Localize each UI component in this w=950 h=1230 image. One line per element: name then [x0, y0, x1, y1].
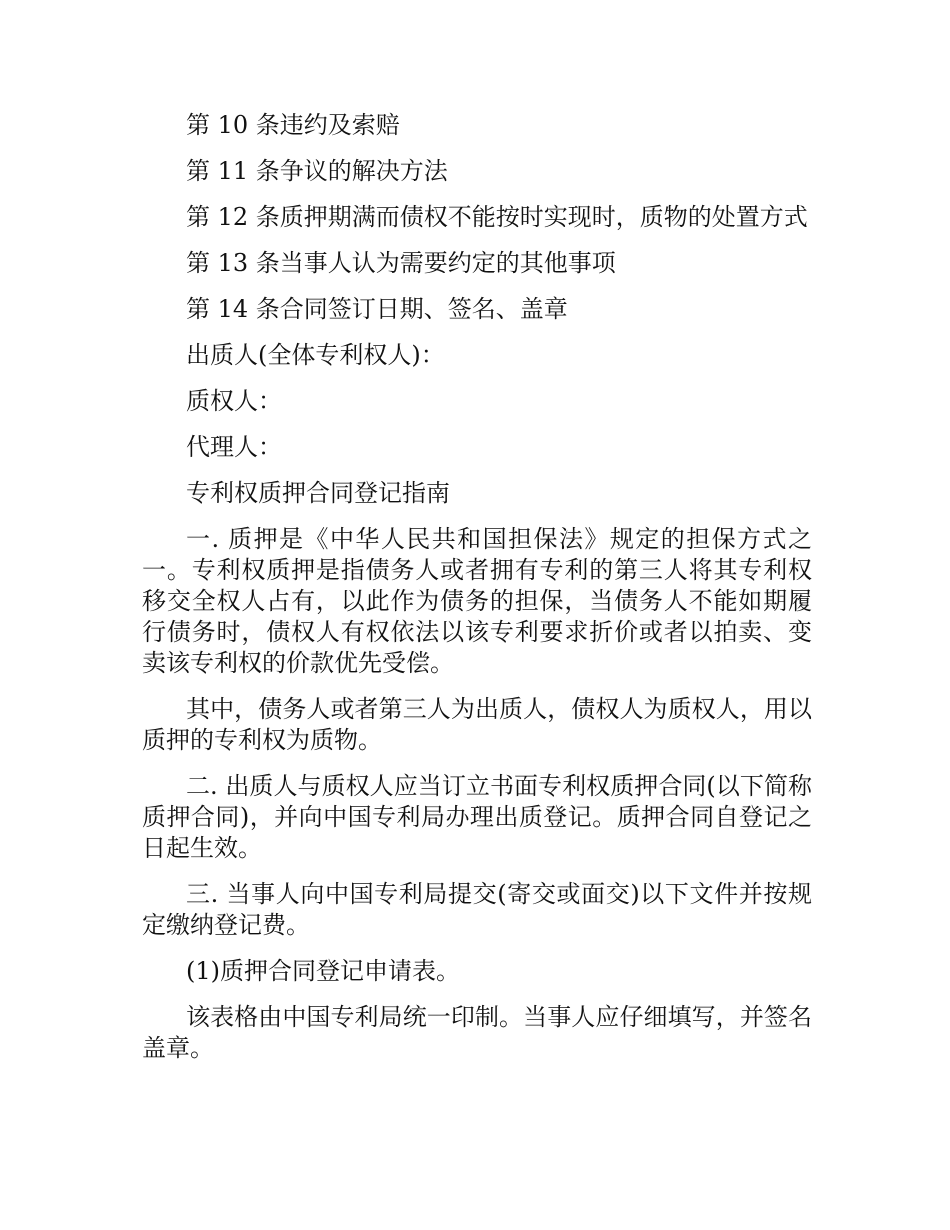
clause-10: 第 10 条违约及索赔: [186, 111, 400, 139]
guide-item-1-note: 该表格由中国专利局统一印制。当事人应仔细填写，并签名盖章。: [142, 1003, 812, 1062]
guide-item-1: (1)质押合同登记申请表。: [186, 957, 460, 985]
guide-section-2: 二. 出质人与质权人应当订立书面专利权质押合同(以下简称质押合同)，并向中国专利局办理出质登记。质押合同自登记之日起生效。: [142, 772, 812, 862]
guide-section-3: 三. 当事人向中国专利局提交(寄交或面交)以下文件并按规定缴纳登记费。: [142, 880, 812, 939]
clause-12: 第 12 条质押期满而债权不能按时实现时，质物的处置方式: [186, 203, 808, 231]
guide-title: 专利权质押合同登记指南: [186, 479, 450, 507]
clause-13: 第 13 条当事人认为需要约定的其他事项: [186, 249, 616, 277]
document-page: [142, 110, 812, 1079]
pledgor-line: 出质人(全体专利权人)：: [186, 341, 445, 369]
clause-14: 第 14 条合同签订日期、签名、盖章: [186, 295, 568, 323]
guide-section-1: 一. 质押是《中华人民共和国担保法》规定的担保方式之一。专利权质押是指债务人或者拥有专利的第三人将其专利权移交全权人占有，以此作为债务的担保，当债务人不能如期履行债务时，债权人有权依法以该专利要求折价或者以拍卖、变卖该专利权的价款优先受偿。: [142, 525, 812, 677]
agent-line: 代理人：: [186, 433, 282, 461]
guide-section-1-note: 其中，债务人或者第三人为出质人，债权人为质权人，用以质押的专利权为质物。: [142, 695, 812, 754]
clause-11: 第 11 条争议的解决方法: [186, 157, 448, 185]
pledgee-line: 质权人：: [186, 387, 282, 415]
